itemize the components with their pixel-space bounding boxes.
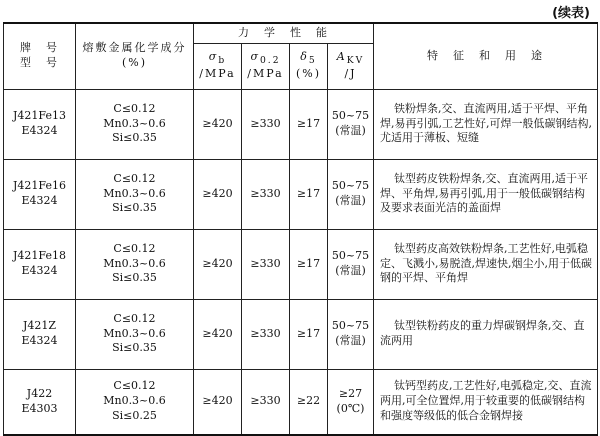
table-row: [4, 89, 598, 159]
grade-model-cell: J422 E4303: [4, 369, 76, 435]
sigma-b-cell: ≥420: [194, 159, 242, 229]
welding-electrode-table: [3, 22, 598, 436]
grade-model-cell: J421Z E4324: [4, 299, 76, 369]
delta5-cell: ≥22: [290, 369, 328, 435]
table-row: [4, 229, 598, 299]
sigma-02-cell: ≥330: [242, 229, 290, 299]
composition-cell: C≤0.12 Mn0.3~0.6 Si≤0.35: [76, 299, 194, 369]
akv-cell: 50~75 (常温): [328, 229, 374, 299]
sigma-02-header: $\sigma_{0.2}$ /MPa: [242, 43, 290, 89]
delta5-cell: ≥17: [290, 89, 328, 159]
delta5-cell: ≥17: [290, 159, 328, 229]
sigma-b-cell: ≥420: [194, 229, 242, 299]
grade-model-cell: J421Fe18 E4324: [4, 229, 76, 299]
sigma-02-cell: ≥330: [242, 159, 290, 229]
table-row: [4, 369, 598, 435]
composition-header: 熔敷金属化学成分 (%): [76, 23, 194, 89]
akv-cell: ≥27 (0℃): [328, 369, 374, 435]
composition-cell: C≤0.12 Mn0.3~0.6 Si≤0.25: [76, 369, 194, 435]
usage-cell: 铁粉焊条,交、直流两用,适于平焊、平角焊,易再引弧,工艺性好,可焊一般低碳钢结构,尤适用于薄板、短缝: [374, 89, 598, 159]
akv-cell: 50~75 (常温): [328, 299, 374, 369]
composition-cell: C≤0.12 Mn0.3~0.6 Si≤0.35: [76, 89, 194, 159]
sigma-b-cell: ≥420: [194, 299, 242, 369]
sigma-02-cell: ≥330: [242, 89, 290, 159]
usage-cell: 钛型药皮铁粉焊条,交、直流两用,适于平焊、平角焊,易再引弧,用于一般低碳钢结构及要求表面光洁的盖面焊: [374, 159, 598, 229]
mechanical-properties-header: 力 学 性 能: [194, 23, 374, 43]
usage-cell: 钛型药皮高效铁粉焊条,工艺性好,电弧稳定、飞溅小,易脱渣,焊速快,烟尘小,用于低碳钢的平焊、平角焊: [374, 229, 598, 299]
grade-model-cell: J421Fe16 E4324: [4, 159, 76, 229]
table-row: [4, 159, 598, 229]
akv-header: $A_{KV}$ /J: [328, 43, 374, 89]
sigma-02-cell: ≥330: [242, 369, 290, 435]
akv-cell: 50~75 (常温): [328, 89, 374, 159]
delta5-cell: ≥17: [290, 229, 328, 299]
table-row: [4, 299, 598, 369]
usage-cell: 钛型铁粉药皮的重力焊碳钢焊条,交、直流两用: [374, 299, 598, 369]
sigma-02-cell: ≥330: [242, 299, 290, 369]
usage-header: 特 征 和 用 途: [374, 23, 598, 89]
akv-cell: 50~75 (常温): [328, 159, 374, 229]
delta5-cell: ≥17: [290, 299, 328, 369]
sigma-b-cell: ≥420: [194, 369, 242, 435]
sigma-b-header: $\sigma_b$ /MPa: [194, 43, 242, 89]
delta5-header: $\delta_5$ (%): [290, 43, 328, 89]
composition-cell: C≤0.12 Mn0.3~0.6 Si≤0.35: [76, 159, 194, 229]
composition-cell: C≤0.12 Mn0.3~0.6 Si≤0.35: [76, 229, 194, 299]
grade-model-header: 牌 号 型 号: [4, 23, 76, 89]
continued-label: (续表): [552, 6, 590, 21]
sigma-b-cell: ≥420: [194, 89, 242, 159]
grade-model-cell: J421Fe13 E4324: [4, 89, 76, 159]
usage-cell: 钛钙型药皮,工艺性好,电弧稳定,交、直流两用,可全位置焊,用于较重要的低碳钢结构和强度等级低的低合金钢焊接: [374, 369, 598, 435]
